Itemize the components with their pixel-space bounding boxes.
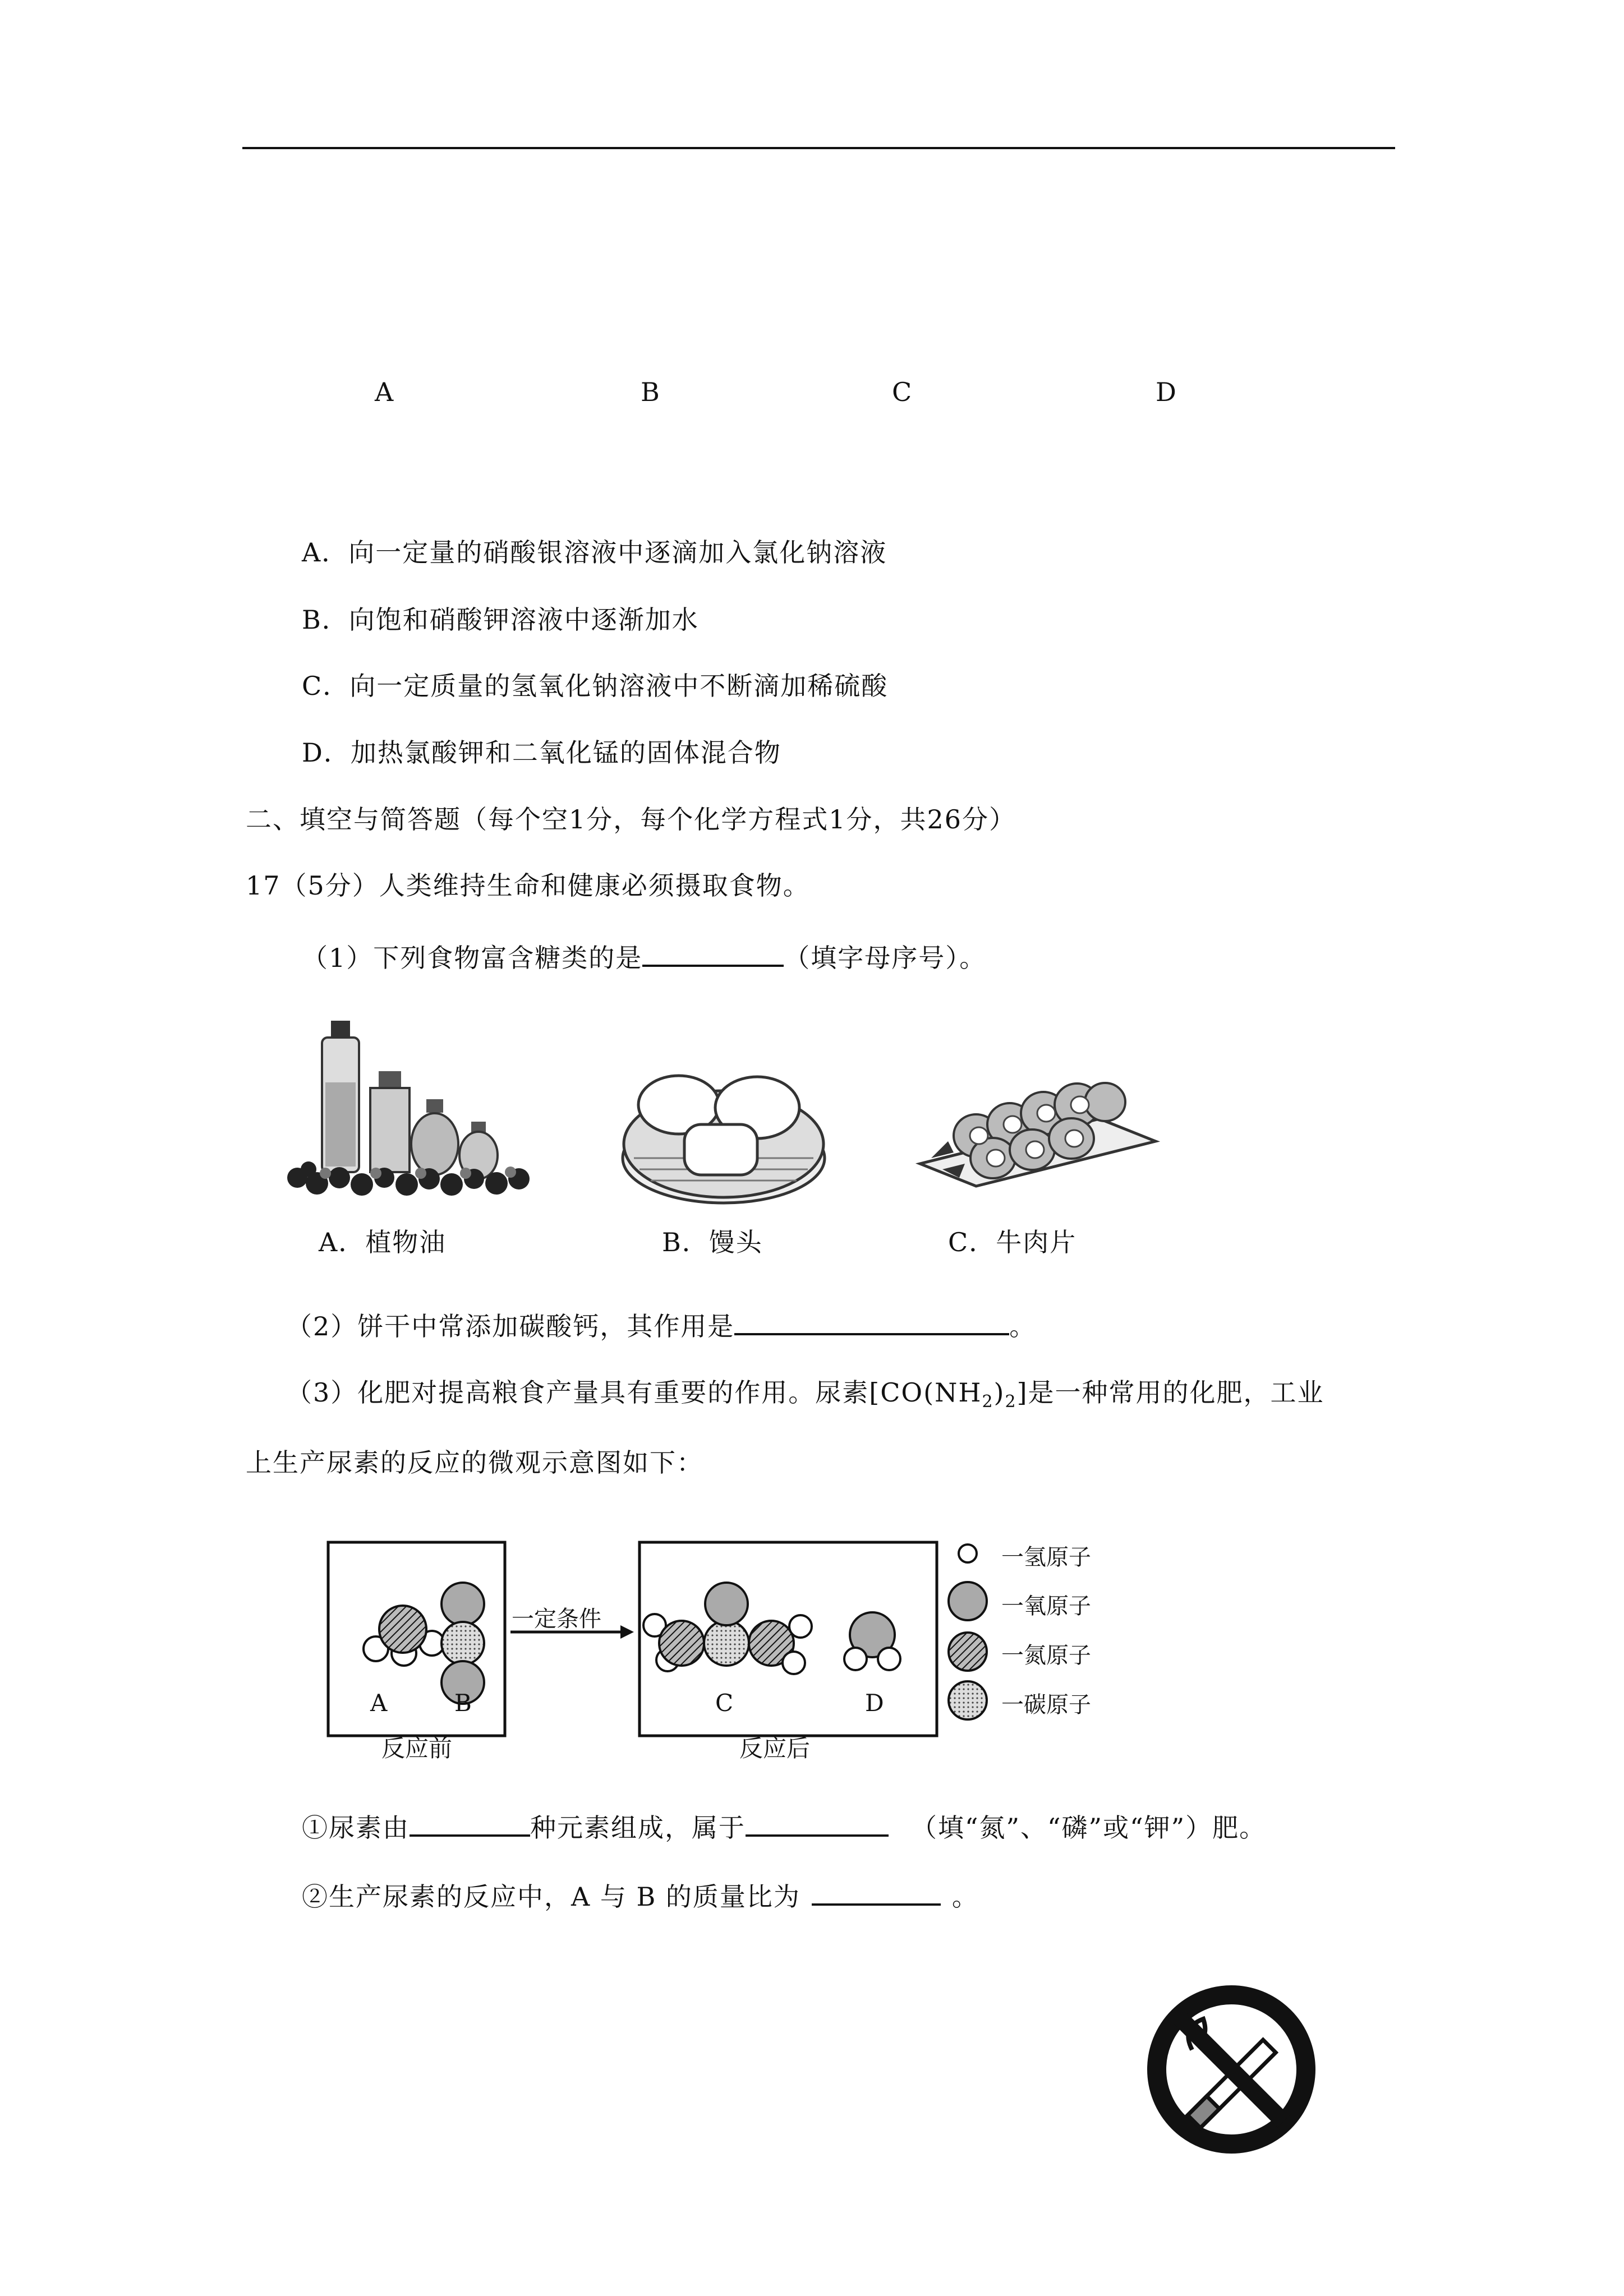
food-b-label: B．馒头 [662, 1227, 763, 1257]
reaction-condition-label: 一定条件 [512, 1606, 601, 1632]
part-1-prefix: （1）下列食物富含糖类的是 [302, 943, 643, 973]
closing-paren: ) [993, 1377, 1005, 1408]
sub-2-text-b: 。 [951, 1882, 979, 1912]
chart-label-a: A [375, 377, 394, 407]
question-17-part-3-line2: 上生产尿素的反应的微观示意图如下： [246, 1447, 703, 1478]
legend [949, 1545, 987, 1719]
after-reaction-box [640, 1542, 937, 1736]
answer-blank-5[interactable] [812, 1879, 941, 1906]
option-d: D．加热氯酸钾和二氧化锰的固体混合物 [302, 737, 781, 768]
legend-hydrogen: 一氢原子 [1001, 1545, 1091, 1570]
option-b: B．向饱和硝酸钾溶液中逐渐加水 [302, 605, 699, 635]
answer-blank-1[interactable] [642, 940, 784, 967]
no-smoking-icon [1144, 1983, 1318, 2156]
part-1-suffix: （填字母序号）。 [784, 943, 987, 973]
sub-1-text-b: 种元素组成，属于 [530, 1813, 746, 1843]
option-a: A．向一定量的硝酸银溶液中逐滴加入氯化钠溶液 [302, 537, 887, 568]
subscript-2: 2 [982, 1392, 994, 1412]
legend-carbon: 一碳原子 [1001, 1692, 1091, 1718]
part-2-prefix: （2）饼干中常添加碳酸钙，其作用是 [286, 1311, 735, 1341]
sub-2-text-a: ②生产尿素的反应中，A 与 B 的质量比为 [302, 1882, 801, 1912]
sub-1-text-c: （填“氮”、“磷”或“钾”）肥。 [911, 1813, 1267, 1843]
part-3-prefix: （3）化肥对提高粮食产量具有重要的作用。尿素[CO(NH [286, 1377, 982, 1408]
food-a-label: A．植物油 [319, 1227, 447, 1257]
header-rule [242, 147, 1395, 149]
subscript-outer-2: 2 [1005, 1392, 1017, 1412]
vegetable-oil-image [286, 1009, 539, 1200]
answer-blank-3[interactable] [410, 1810, 530, 1837]
answer-blank-4[interactable] [746, 1810, 889, 1837]
sub-1-text-a: ①尿素由 [302, 1813, 410, 1843]
option-c: C．向一定质量的氢氧化钠溶液中不断滴加稀硫酸 [302, 671, 889, 701]
part-2-suffix: 。 [1009, 1311, 1037, 1341]
before-caption: 反应前 [381, 1735, 453, 1762]
beef-slices-image [909, 1046, 1167, 1209]
before-reaction-box [328, 1542, 505, 1736]
legend-oxygen: 一氧原子 [1001, 1593, 1091, 1619]
question-17-part-3-line1 [286, 1376, 1324, 1419]
part-3-suffix: ]是一种常用的化肥，工业 [1016, 1377, 1324, 1408]
steamed-bun-image [617, 1046, 830, 1209]
chart-label-b: B [641, 377, 660, 407]
answer-blank-2[interactable] [734, 1308, 1009, 1335]
sub-question-1 [302, 1810, 1266, 1845]
chart-label-c: C [892, 377, 912, 407]
after-caption: 反应后 [739, 1735, 811, 1762]
molecule-label-c: C [715, 1689, 734, 1717]
question-17-part-1 [302, 940, 986, 975]
sub-question-2 [302, 1879, 979, 1914]
molecule-label-b: B [454, 1689, 472, 1717]
legend-nitrogen: 一氮原子 [1001, 1643, 1091, 1668]
food-c-label: C．牛肉片 [948, 1227, 1077, 1257]
molecule-label-d: D [865, 1689, 884, 1717]
section-title: 二、填空与简答题（每个空1分，每个化学方程式1分，共26分） [246, 804, 1016, 835]
question-17-part-2 [286, 1308, 1036, 1343]
molecule-label-a: A [370, 1689, 388, 1717]
question-17-stem: 17（5分）人类维持生命和健康必须摄取食物。 [246, 870, 810, 901]
chart-label-d: D [1156, 377, 1176, 407]
